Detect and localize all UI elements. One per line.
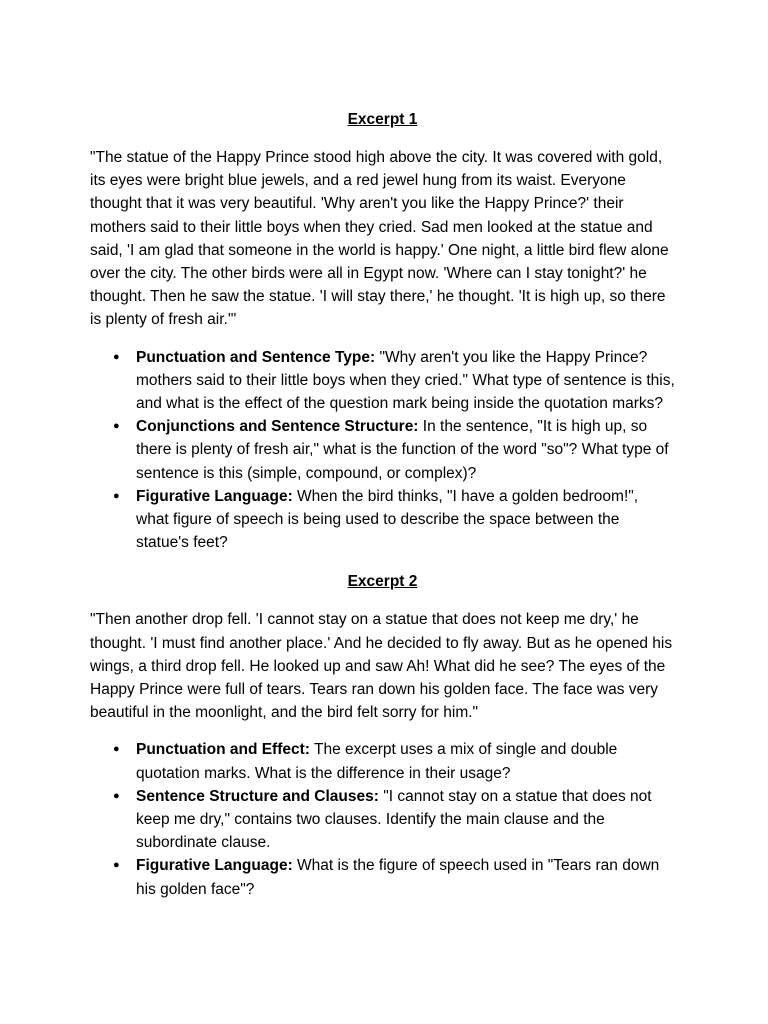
question-label: Sentence Structure and Clauses:: [136, 787, 379, 805]
question-label: Punctuation and Effect:: [136, 741, 310, 759]
excerpt-section-1: [90, 108, 675, 554]
question-label: Figurative Language:: [136, 857, 293, 875]
bullet-icon: ●: [113, 350, 120, 363]
excerpt-text: "Then another drop fell. 'I cannot stay on a statue that does not keep me dry,' he thought. 'I must find another place.' And he decided to fly away. But as he opened his wings, a third drop fell. He looked up and saw Ah! What did he see? The eyes of the Happy Prince were full of tears. Tears ran down his golden face. The face was very beautiful in the moonlight, and the bird felt sorry for him.": [90, 611, 673, 722]
bullet-icon: ●: [113, 859, 120, 872]
question-item: [90, 415, 675, 485]
question-item: [90, 785, 675, 855]
bullet-icon: ●: [113, 789, 120, 802]
bullet-icon: ●: [113, 420, 120, 433]
question-text: When the bird thinks, "I have a golden bedroom!", what figure of speech is being used to describe the space between the statue's feet?: [136, 487, 639, 552]
question-label: Figurative Language:: [136, 487, 293, 505]
question-label: Punctuation and Sentence Type:: [136, 348, 376, 366]
question-text: "I cannot stay on a statue that does not keep me dry," contains two clauses. Identify the main clause and the subordinate clause.: [136, 787, 652, 852]
question-text: "Why aren't you like the Happy Prince? mothers said to their little boys when they cried." What type of sentence is this, and what is the effect of the question mark being inside the quotation marks?: [136, 348, 675, 413]
question-list: [90, 346, 675, 555]
bullet-icon: ●: [113, 743, 120, 756]
question-item: [90, 854, 675, 900]
question-list: [90, 738, 675, 900]
excerpt-section-2: [90, 570, 675, 900]
excerpt-heading: Excerpt 2: [347, 573, 418, 591]
bullet-icon: ●: [113, 489, 120, 502]
question-item: [90, 346, 675, 416]
excerpt-heading: Excerpt 1: [347, 111, 418, 128]
question-item: [90, 485, 675, 555]
question-item: [90, 738, 675, 784]
question-text: The excerpt uses a mix of single and double quotation marks. What is the difference in their usage?: [136, 741, 618, 782]
question-label: Conjunctions and Sentence Structure:: [136, 418, 419, 436]
question-text: What is the figure of speech used in "Tears ran down his golden face"?: [136, 857, 660, 898]
question-text: In the sentence, "It is high up, so there is plenty of fresh air," what is the function of the word "so"? What type of sentence is this (simple, compound, or complex)?: [136, 418, 669, 482]
excerpt-text: "The statue of the Happy Prince stood high above the city. It was covered with gold, its eyes were bright blue jewels, and a red jewel hung from its waist. Everyone thought that it was very beautiful. 'Why aren't you like the Happy Prince?' their mothers said to their little boys when they cried. Sad men looked at the statue and said, 'I am glad that someone in the world is happy.' One night, a little bird flew alone over the city. The other birds were all in Egypt now. 'Where can I stay tonight?' he thought. Then he saw the statue. 'I will stay there,' he thought. 'It is high up, so there is plenty of fresh air.'": [90, 149, 669, 329]
